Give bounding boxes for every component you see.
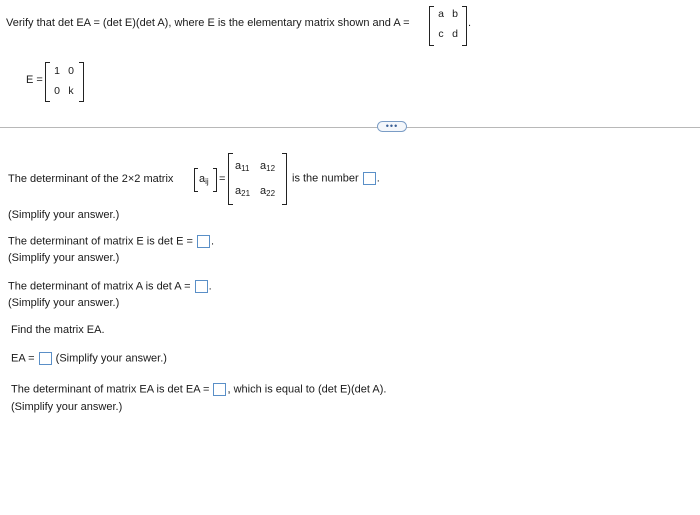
q3-text: The determinant of matrix A is det A = (8, 280, 191, 293)
section-divider (0, 127, 700, 128)
q3-period: . (208, 280, 212, 293)
entry-base: a (235, 160, 242, 172)
matrix-entry-a11 (235, 160, 249, 173)
det-a-answer-box[interactable] (195, 280, 208, 293)
entry-subscript: 11 (241, 164, 250, 173)
det-e-answer-box[interactable] (197, 235, 210, 248)
q6-text: The determinant of matrix EA is det EA = (11, 383, 210, 396)
q1-after-text (292, 172, 380, 185)
q1-intro: The determinant of the 2×2 matrix (8, 173, 174, 185)
aij-matrix-right-bracket (282, 153, 287, 205)
entry-subscript: 21 (241, 189, 251, 198)
q2-line (8, 235, 214, 248)
q4-text: Find the matrix EA. (11, 324, 105, 336)
ea-answer-box[interactable] (39, 352, 52, 365)
entry-subscript: 22 (266, 189, 276, 198)
q5-hint: (Simplify your answer.) (55, 352, 167, 365)
entry-subscript: 12 (266, 164, 276, 173)
q2-period: . (211, 235, 215, 248)
aij-subscript: ij (205, 177, 209, 186)
header-period: . (468, 17, 472, 29)
q1-after-label: is the number (292, 172, 359, 185)
matrix-entry-a22 (260, 185, 275, 198)
q1-equals: = (219, 173, 226, 185)
matrix-e-right-bracket (79, 62, 84, 102)
matrix-entry-a21 (235, 185, 250, 198)
matrix-e-cell: 0 (54, 85, 60, 97)
problem-prompt (6, 17, 410, 29)
prompt-text: Verify that det EA = (det E)(det A), where E is the elementary matrix shown and A = (6, 17, 410, 29)
aij-right-bracket (213, 168, 217, 192)
matrix-a-cell: c (438, 28, 444, 40)
q1-period: . (376, 172, 380, 185)
matrix-a-cell: d (452, 28, 458, 40)
matrix-a-left-bracket (429, 6, 434, 46)
q1-answer-box[interactable] (363, 172, 376, 185)
entry-base: a (235, 185, 242, 197)
aij-matrix-left-bracket (228, 153, 233, 205)
ea-label: EA = (11, 352, 35, 365)
expand-more-button[interactable]: ••• (377, 121, 407, 132)
q6-after: , which is equal to (det E)(det A). (227, 383, 387, 396)
matrix-e-label: E = (26, 74, 43, 86)
q3-line (8, 280, 212, 293)
q2-text: The determinant of matrix E is det E = (8, 235, 193, 248)
matrix-e-cell: 0 (68, 65, 74, 77)
matrix-e-cell: k (68, 85, 74, 97)
aij-left-bracket (194, 168, 198, 192)
matrix-a-right-bracket (462, 6, 467, 46)
aij-symbol (199, 173, 209, 186)
matrix-entry-a12 (260, 160, 275, 173)
det-ea-answer-box[interactable] (213, 383, 226, 396)
q1-hint: (Simplify your answer.) (8, 209, 120, 221)
question-ea-matrix (11, 352, 167, 365)
q6-line (11, 383, 386, 396)
q2-hint: (Simplify your answer.) (8, 252, 120, 264)
matrix-a-cell: a (438, 8, 444, 20)
matrix-e-cell: 1 (54, 65, 60, 77)
matrix-e-left-bracket (45, 62, 50, 102)
entry-base: a (260, 185, 267, 197)
aij-base: a (199, 173, 206, 185)
matrix-a-cell: b (452, 8, 458, 20)
entry-base: a (260, 160, 267, 172)
q6-hint: (Simplify your answer.) (11, 401, 123, 413)
q3-hint: (Simplify your answer.) (8, 297, 120, 309)
